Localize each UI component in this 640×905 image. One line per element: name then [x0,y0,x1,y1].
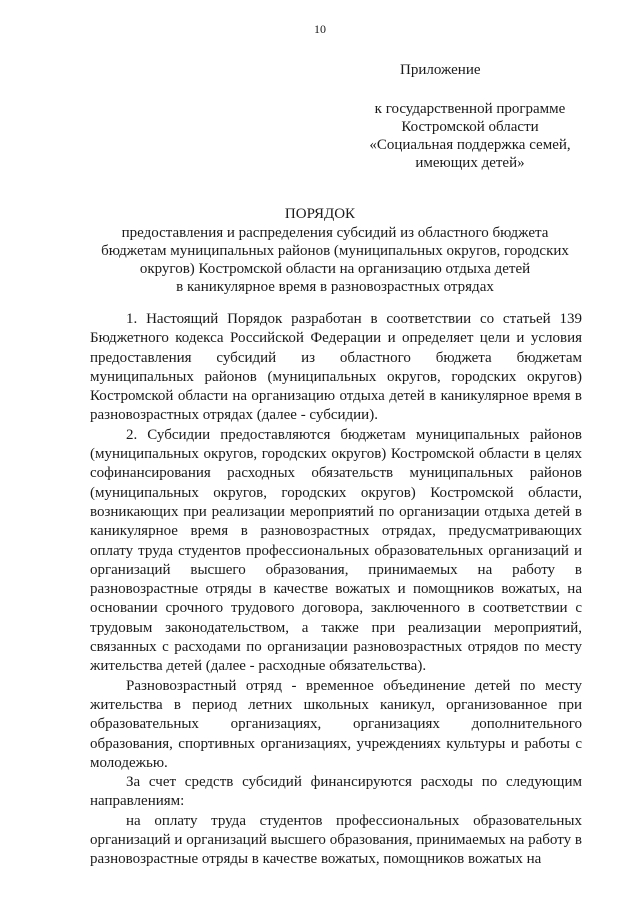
subtitle-line: округов) Костромской области на организацию отдыха детей [139,261,531,277]
document-title: ПОРЯДОК [284,206,356,222]
paragraph: За счет средств субсидий финансируются расходы по следующим направлениям: [90,774,582,810]
subtitle-line: в каникулярное время в разновозрастных отрядах [176,279,494,295]
appendix-line: имеющих детей» [415,155,525,171]
paragraph: 2. Субсидии предоставляются бюджетам муниципальных районов (муниципальных округов, городских округов) Костромской области в целях софинансирования расходных обязательств муниципальных районов (муниципальных округов, городских округов) Костромской области, возникающих при реализации мероприятий по организации отдыха детей в каникулярное время в разновозрастных отрядах, предусматривающих оплату труда студентов профессиональных образовательных организаций и организаций высшего образования, принимаемых на работу в разновозрастные отряды в качестве вожатых и помощников вожатых, на основании срочного трудового договора, заключенного в соответствии с трудовым законодательством, а также при реализации мероприятий, связанных с расходами по организации разновозрастных отрядов по месту жительства детей (далее - расходные обязательства). [90,426,582,675]
appendix-line: к государственной программе [374,101,566,117]
paragraph: Разновозрастный отряд - временное объединение детей по месту жительства в период летних школьных каникул, организованное при образовательных организациях, организациях дополнительного образования, спортивных организациях, учреждениях культуры и работы с молодежью. [90,677,582,771]
appendix-reference [320,100,620,172]
appendix-line: Костромской области [401,119,539,135]
document-body [90,310,582,870]
page-number: 10 [314,22,326,36]
subtitle-line: бюджетам муниципальных районов (муниципальных округов, городских [101,243,569,259]
paragraph: на оплату труда студентов профессиональных образовательных организаций и организаций высшего образования, принимаемых на работу в разновозрастные отряды в качестве вожатых, помощников вожатых на [90,812,582,868]
appendix-line: «Социальная поддержка семей, [369,137,571,153]
document-subtitle [95,224,575,296]
paragraph: 1. Настоящий Порядок разработан в соответствии со статьей 139 Бюджетного кодекса Российской Федерации и определяет цели и условия предоставления субсидий из областного бюджета бюджетам муниципальных районов (муниципальных округов, городских округов) Костромской области на организацию отдыха детей в каникулярное время в разновозрастных отрядах (далее - субсидии). [90,311,582,424]
appendix-title: Приложение [400,62,481,78]
subtitle-line: предоставления и распределения субсидий из областного бюджета [121,225,549,241]
